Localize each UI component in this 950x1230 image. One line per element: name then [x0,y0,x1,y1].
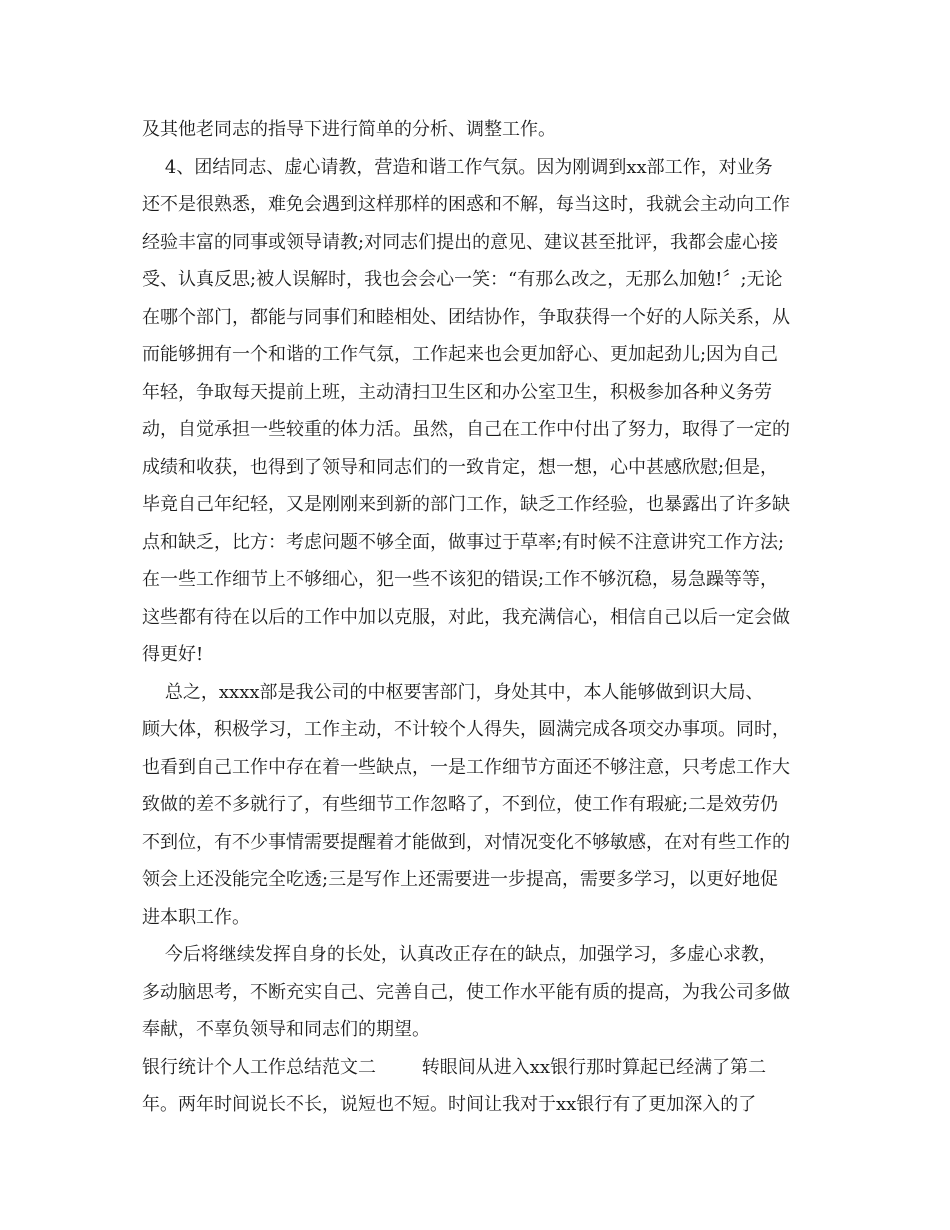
text-line: 年轻，争取每天提前上班，主动清扫卫生区和办公室卫生，积极参加各种义务劳 [142,382,772,403]
text-line: 这些都有待在以后的工作中加以克服，对此，我充满信心，相信自己以后一定会做 [142,607,790,628]
text-line: 也看到自己工作中存在着一些缺点，一是工作细节方面还不够注意，只考虑工作大 [142,757,790,778]
text-line: 不到位，有不少事情需要提醒着才能做到，对情况变化不够敏感，在对有些工作的 [142,832,790,853]
text-line: 多动脑思考，不断充实自己、完善自己，使工作水平能有质的提高，为我公司多做 [142,982,790,1003]
text-line: 领会上还没能完全吃透;三是写作上还需要进一步提高，需要多学习，以更好地促 [142,869,779,890]
text-line: 经验丰富的同事或领导请教;对同志们提出的意见、建议甚至批评，我都会虚心接 [142,232,779,253]
text-line: 毕竟自己年纪轻，又是刚刚来到新的部门工作，缺乏工作经验，也暴露出了许多缺 [142,494,790,515]
text-line: 得更好! [142,644,204,665]
text-line: 及其他老同志的指导下进行简单的分析、调整工作。 [142,119,556,140]
text-line: 奉献，不辜负领导和同志们的期望。 [142,1019,430,1040]
text-line: 今后将继续发挥自身的长处，认真改正存在的缺点，加强学习，多虚心求教， [142,944,777,965]
text-line: 顾大体，积极学习，工作主动，不计较个人得失，圆满完成各项交办事项。同时， [142,719,790,740]
text-line: 在哪个部门，都能与同事们和睦相处、团结协作，争取获得一个好的人际关系，从 [142,307,790,328]
text-line: 总之，xxxx部是我公司的中枢要害部门，身处其中，本人能够做到识大局、 [142,682,764,703]
text-line: 动，自觉承担一些较重的体力活。虽然，自己在工作中付出了努力，取得了一定的 [142,419,790,440]
text-line: 进本职工作。 [142,907,250,928]
text-line: 还不是很熟悉，难免会遇到这样那样的困惑和不解，每当这时，我就会主动向工作 [142,194,790,215]
text-line: 致做的差不多就行了，有些细节工作忽略了，不到位，使工作有瑕疵;二是效劳仍 [142,794,779,815]
text-line: 成绩和收获，也得到了领导和同志们的一致肯定，想一想，心中甚感欣慰;但是， [142,457,779,478]
text-line: 年。两年时间说长不长，说短也不短。时间让我对于xx银行有了更加深入的了 [142,1094,757,1115]
text-line: 而能够拥有一个和谐的工作气氛，工作起来也会更加舒心、更加起劲儿;因为自己 [142,344,779,365]
text-line: 4、团结同志、虚心请教，营造和谐工作气氛。因为刚调到xx部工作，对业务 [142,157,773,178]
text-line: 受、认真反思;被人误解时，我也会会心一笑：“有那么改之，无那么加勉!〞;无论 [142,269,783,290]
text-line: 在一些工作细节上不够细心，犯一些不该犯的错误;工作不够沉稳，易急躁等等， [142,569,779,590]
section-heading-line: 银行统计个人工作总结范文二 转眼间从进入xx银行那时算起已经满了第二 [142,1057,767,1078]
text-line: 点和缺乏，比方：考虑问题不够全面，做事过于草率;有时候不注意讲究工作方法; [142,532,785,553]
